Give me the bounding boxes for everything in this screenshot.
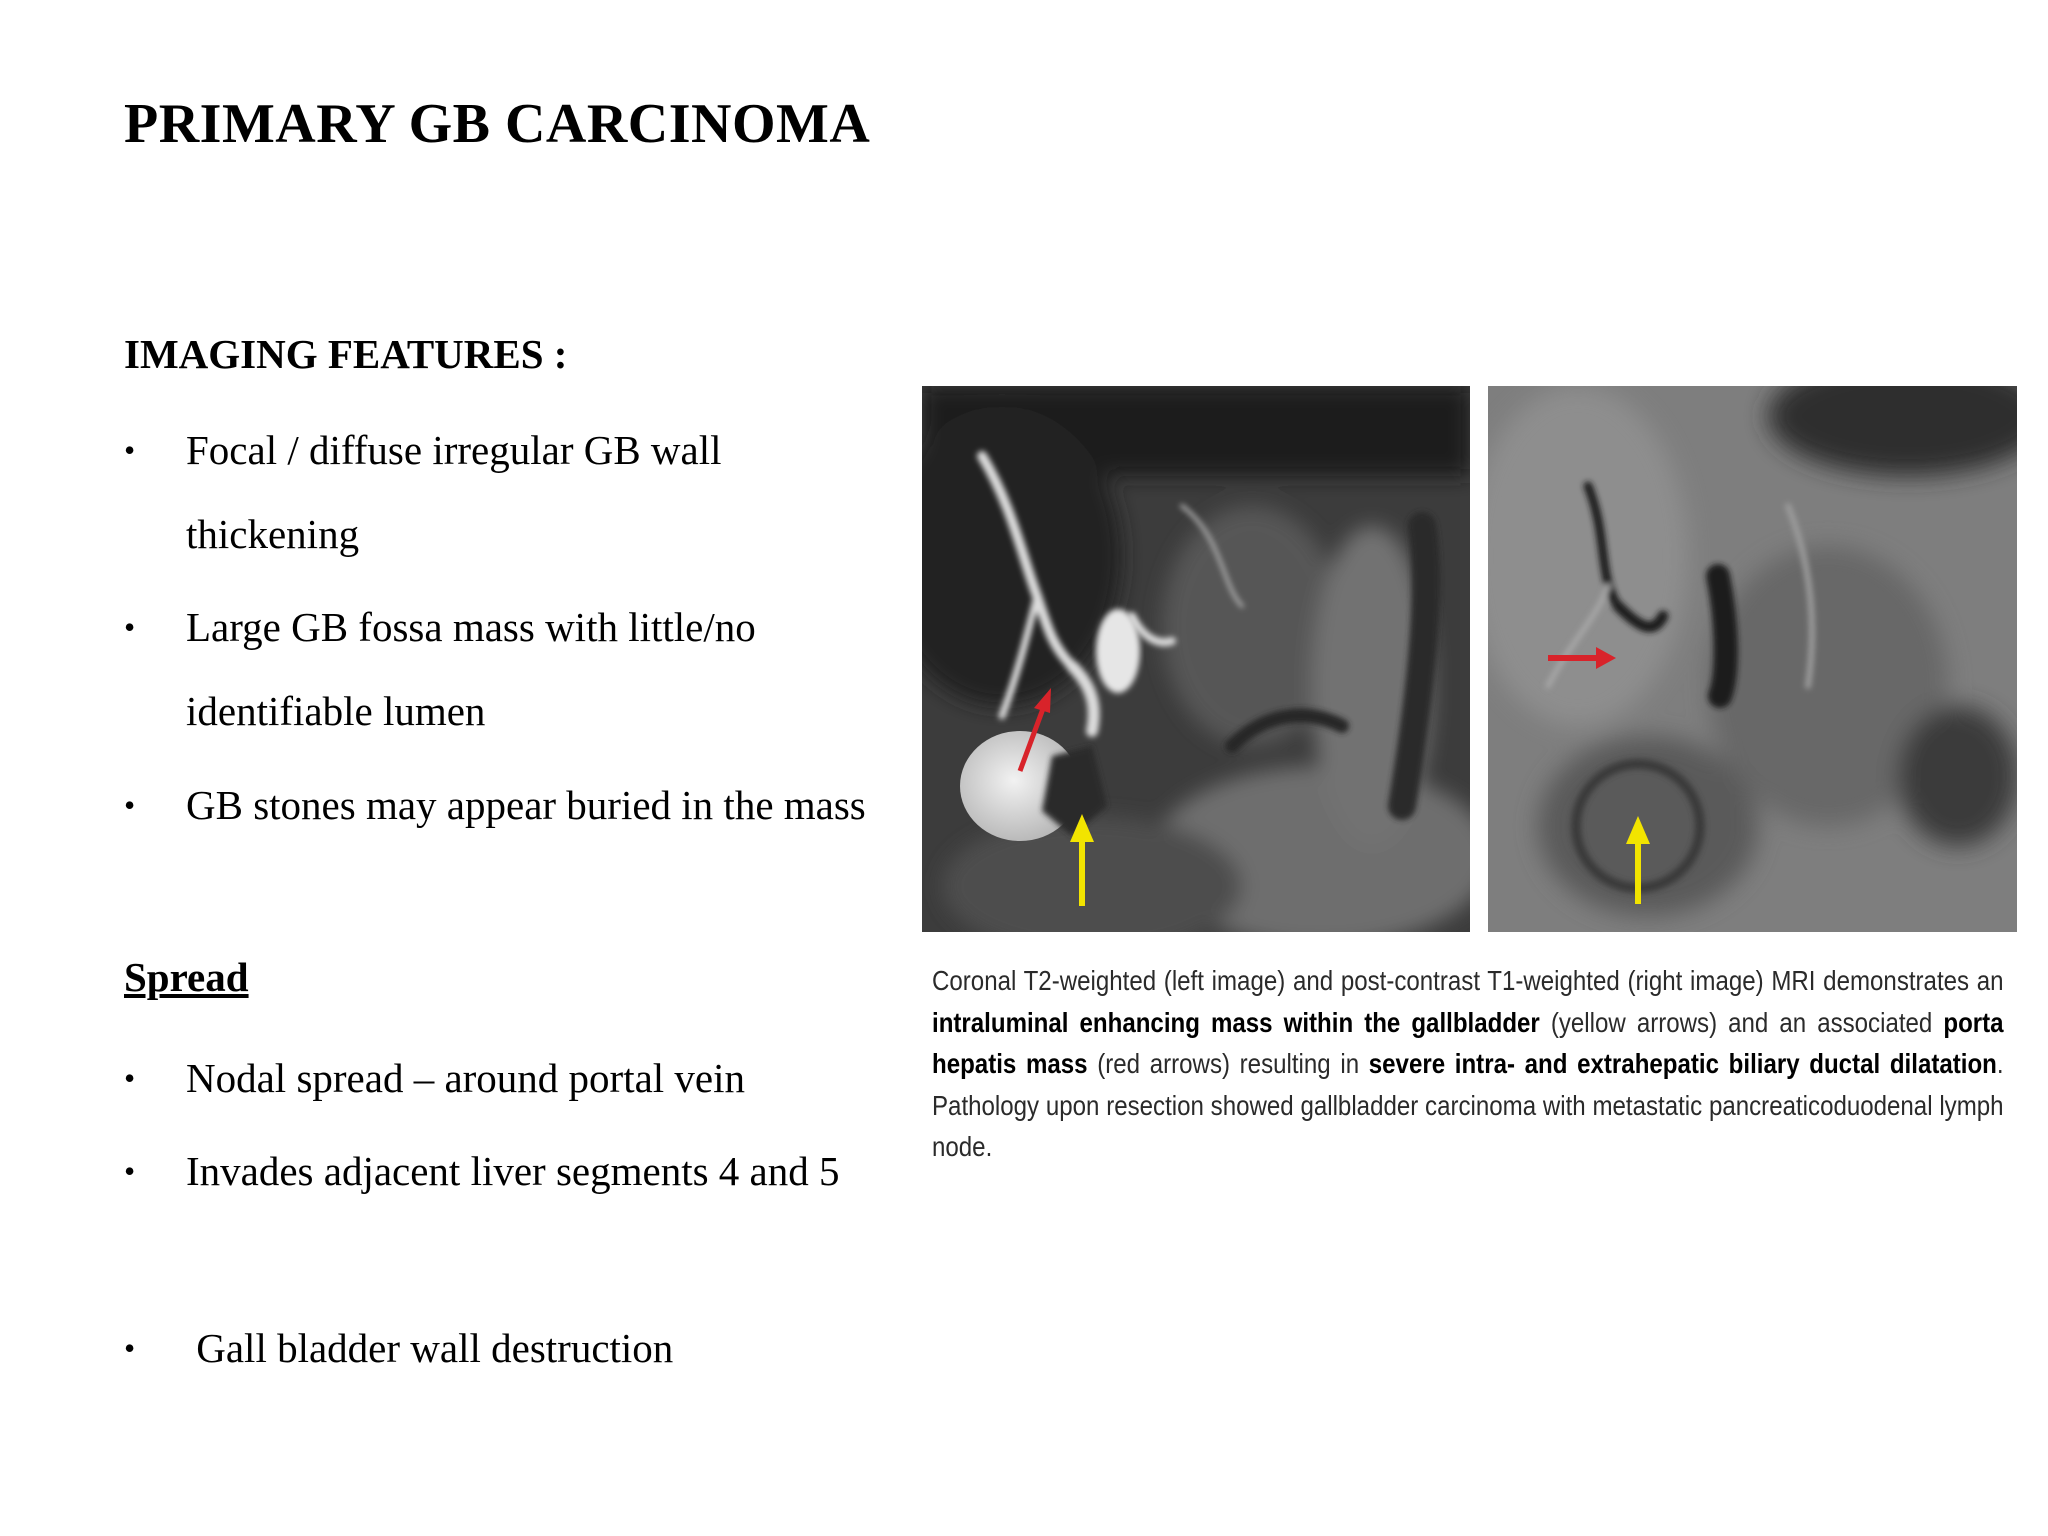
bullet-item: [124, 1129, 884, 1213]
caption-emphasis: intraluminal enhancing mass within the gallbladder: [932, 1006, 1540, 1038]
mri-image-t2-coronal: [922, 386, 1470, 932]
bullet-item: [124, 1036, 884, 1120]
slide-title: PRIMARY GB CARCINOMA: [124, 93, 871, 155]
bullet-text: Gall bladder wall destruction: [186, 1325, 674, 1371]
bullet-text: Focal / diffuse irregular GB wall thickening: [186, 427, 722, 557]
bullet-dot: •: [124, 1330, 136, 1366]
figure-caption: [932, 960, 2004, 1168]
bullet-text: GB stones may appear buried in the mass: [186, 782, 866, 828]
imaging-features-heading: IMAGING FEATURES :: [124, 331, 568, 377]
caption-text: . Pathology upon resection showed gallbladder carcinoma with metastatic pancreaticoduodenal lymph node.: [932, 1048, 2004, 1162]
bullet-dot: •: [124, 432, 136, 468]
bullet-dot: •: [124, 609, 136, 645]
mri-image-t1-postcontrast: [1488, 386, 2017, 932]
spread-heading: Spread: [124, 954, 249, 1000]
bullet-item: [124, 408, 884, 576]
caption-text: Coronal T2-weighted (left image) and post-contrast T1-weighted (right image) MRI demonstrates an: [932, 965, 2004, 996]
bullet-item: [124, 585, 884, 753]
bullet-dot: •: [124, 1153, 136, 1189]
mri-figure: [922, 386, 2017, 932]
bullet-text: Invades adjacent liver segments 4 and 5: [186, 1148, 840, 1194]
bullet-dot: •: [124, 1060, 136, 1096]
bullet-dot: •: [124, 787, 136, 823]
bullet-text: Nodal spread – around portal vein: [186, 1055, 746, 1101]
caption-emphasis: severe intra- and extrahepatic biliary ductal dilatation: [1368, 1048, 1997, 1079]
caption-emphasis: porta hepatis mass: [932, 1006, 2004, 1079]
caption-text: (yellow arrows) and an associated: [1539, 1006, 1944, 1038]
caption-text: (red arrows) resulting in: [1087, 1048, 1369, 1079]
bullet-item: [124, 1306, 884, 1390]
bullet-item: [124, 763, 884, 847]
bullet-text: Large GB fossa mass with little/no identifiable lumen: [186, 604, 756, 734]
